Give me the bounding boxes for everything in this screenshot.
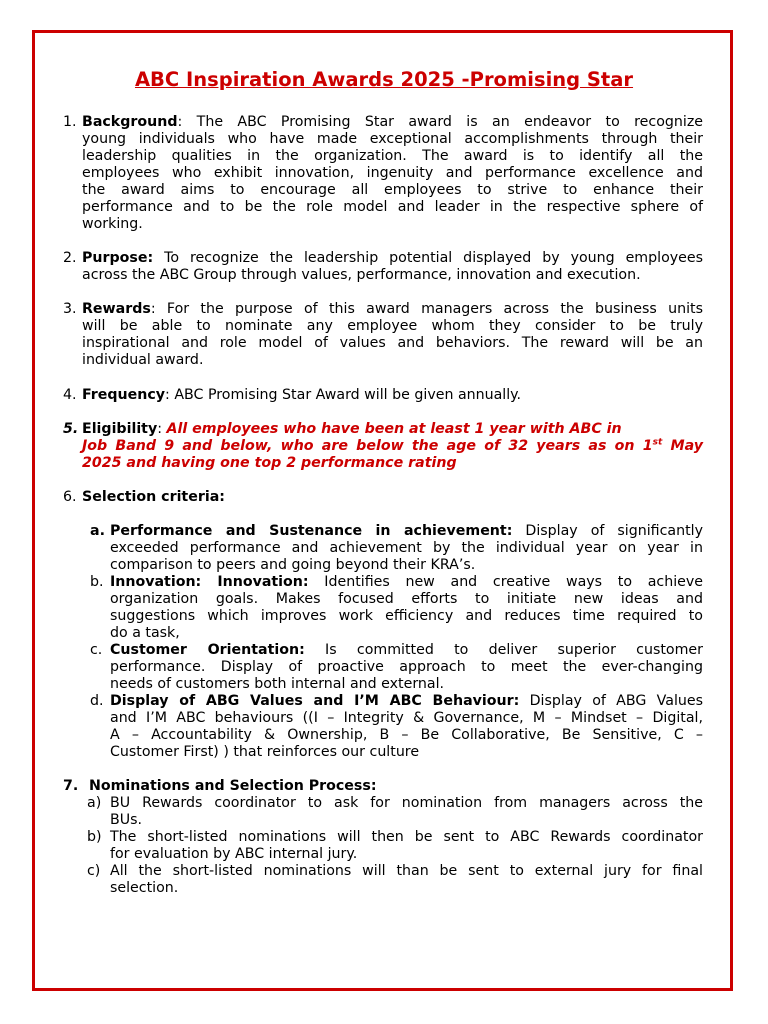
paragraph-line: comparison to peers and going beyond their KRA’s.: [110, 557, 476, 573]
criteria-item: [110, 642, 703, 693]
criteria-marker: d.: [90, 693, 104, 709]
paragraph-line: Background: The ABC Promising Star award is an endeavor to recognize: [82, 114, 703, 130]
process-marker: b): [87, 829, 102, 845]
section-number: 5.: [63, 421, 79, 437]
paragraph-line: young individuals who have made exceptional accomplishments through their: [82, 131, 703, 147]
section-number: 7.: [63, 778, 79, 794]
section-heading: Background: [82, 114, 178, 130]
process-marker: a): [87, 795, 102, 811]
criteria-item: [110, 574, 703, 642]
criteria-heading: Customer Orientation:: [110, 642, 305, 658]
paragraph-line: exceeded performance and achievement by the individual year on year in: [110, 540, 703, 556]
paragraph-line: will be able to nominate any employee whom they consider to be truly: [82, 318, 703, 334]
paragraph-line: All the short-listed nominations will than be sent to external jury for final: [110, 863, 703, 879]
paragraph-line: Purpose: To recognize the leadership potential displayed by young employees: [82, 250, 703, 266]
process-item: [110, 829, 703, 863]
section-heading: Frequency: [82, 387, 166, 403]
document-title: ABC Inspiration Awards 2025 -Promising Star: [134, 68, 634, 91]
paragraph-line: Customer Orientation: Is committed to deliver superior customer: [110, 642, 703, 658]
criteria-item: [110, 693, 703, 761]
criteria-marker: a.: [90, 523, 105, 539]
section-eligibility: [82, 421, 703, 472]
paragraph-line: Performance and Sustenance in achievement: Display of significantly: [110, 523, 703, 539]
eligibility-text: All employees who have been at least 1 year with ABC in: [166, 421, 622, 437]
paragraph-line: performance. Display of proactive approach to meet the ever-changing: [110, 659, 703, 675]
section-heading: Eligibility: [82, 421, 158, 437]
section-heading: Selection criteria:: [82, 489, 225, 505]
paragraph-line: do a task,: [110, 625, 180, 641]
criteria-heading: Innovation: Innovation:: [110, 574, 309, 590]
paragraph-line: across the ABC Group through values, performance, innovation and execution.: [82, 267, 641, 283]
section-number: 2.: [63, 250, 77, 266]
section-background: [82, 114, 703, 233]
paragraph-line: for evaluation by ABC internal jury.: [110, 846, 358, 862]
section-frequency: [82, 387, 703, 404]
criteria-item: [110, 523, 703, 574]
section-heading: Purpose:: [82, 250, 154, 266]
paragraph-line: the award aims to encourage all employees to strive to enhance their: [82, 182, 703, 198]
criteria-marker: b.: [90, 574, 104, 590]
paragraph-line: Frequency: ABC Promising Star Award will be given annually.: [82, 387, 522, 403]
paragraph-line: BUs.: [110, 812, 143, 828]
paragraph-line: and I’M ABC behaviours ((I – Integrity & Governance, M – Mindset – Digital,: [110, 710, 703, 726]
paragraph-line: suggestions which improves work efficiency and reduces time required to: [110, 608, 703, 624]
paragraph-line: performance and to be the role model and leader in the respective sphere of: [82, 199, 703, 215]
section-purpose: [82, 250, 703, 284]
paragraph-line: BU Rewards coordinator to ask for nomination from managers across the: [110, 795, 703, 811]
criteria-heading: Performance and Sustenance in achievement:: [110, 523, 513, 539]
section-rewards: [82, 301, 703, 369]
section-number: 1.: [63, 114, 77, 130]
section-number: 3.: [63, 301, 77, 317]
paragraph-line: Customer First) ) that reinforces our culture: [110, 744, 420, 760]
section-number: 6.: [63, 489, 77, 505]
section-heading: Nominations and Selection Process:: [89, 778, 377, 794]
process-marker: c): [87, 863, 101, 879]
process-item: [110, 863, 703, 897]
paragraph-line: Rewards: For the purpose of this award managers across the business units: [82, 301, 703, 317]
eligibility-text: Job Band 9 and below, who are below the age of 32 years as on 1st May: [82, 437, 703, 454]
paragraph-line: needs of customers both internal and external.: [110, 676, 445, 692]
paragraph-line: selection.: [110, 880, 179, 896]
paragraph-line: Innovation: Innovation: Identifies new and creative ways to achieve: [110, 574, 703, 590]
section-selection-criteria: [82, 489, 703, 506]
paragraph-line: inspirational and role model of values and behaviors. The reward will be an: [82, 335, 703, 351]
paragraph-line: The short-listed nominations will then be sent to ABC Rewards coordinator: [110, 829, 703, 845]
section-number: 4.: [63, 387, 77, 403]
paragraph-line: working.: [82, 216, 143, 232]
criteria-heading: Display of ABG Values and I’M ABC Behaviour:: [110, 693, 520, 709]
eligibility-text: 2025 and having one top 2 performance rating: [82, 455, 457, 471]
paragraph-line: organization goals. Makes focused efforts to initiate new ideas and: [110, 591, 703, 607]
paragraph-line: Display of ABG Values and I’M ABC Behaviour: Display of ABG Values: [110, 693, 704, 709]
section-heading: Rewards: [82, 301, 151, 317]
paragraph-line: A – Accountability & Ownership, B – Be Collaborative, Be Sensitive, C –: [110, 727, 703, 743]
paragraph-line: employees who exhibit innovation, ingenuity and performance excellence and: [82, 165, 703, 181]
paragraph-line: Eligibility: All employees who have been at least 1 year with ABC in: [82, 421, 622, 437]
paragraph-line: individual award.: [82, 352, 204, 368]
criteria-marker: c.: [90, 642, 103, 658]
paragraph-line: leadership qualities in the organization. The award is to identify all the: [82, 148, 703, 164]
process-item: [110, 795, 703, 829]
